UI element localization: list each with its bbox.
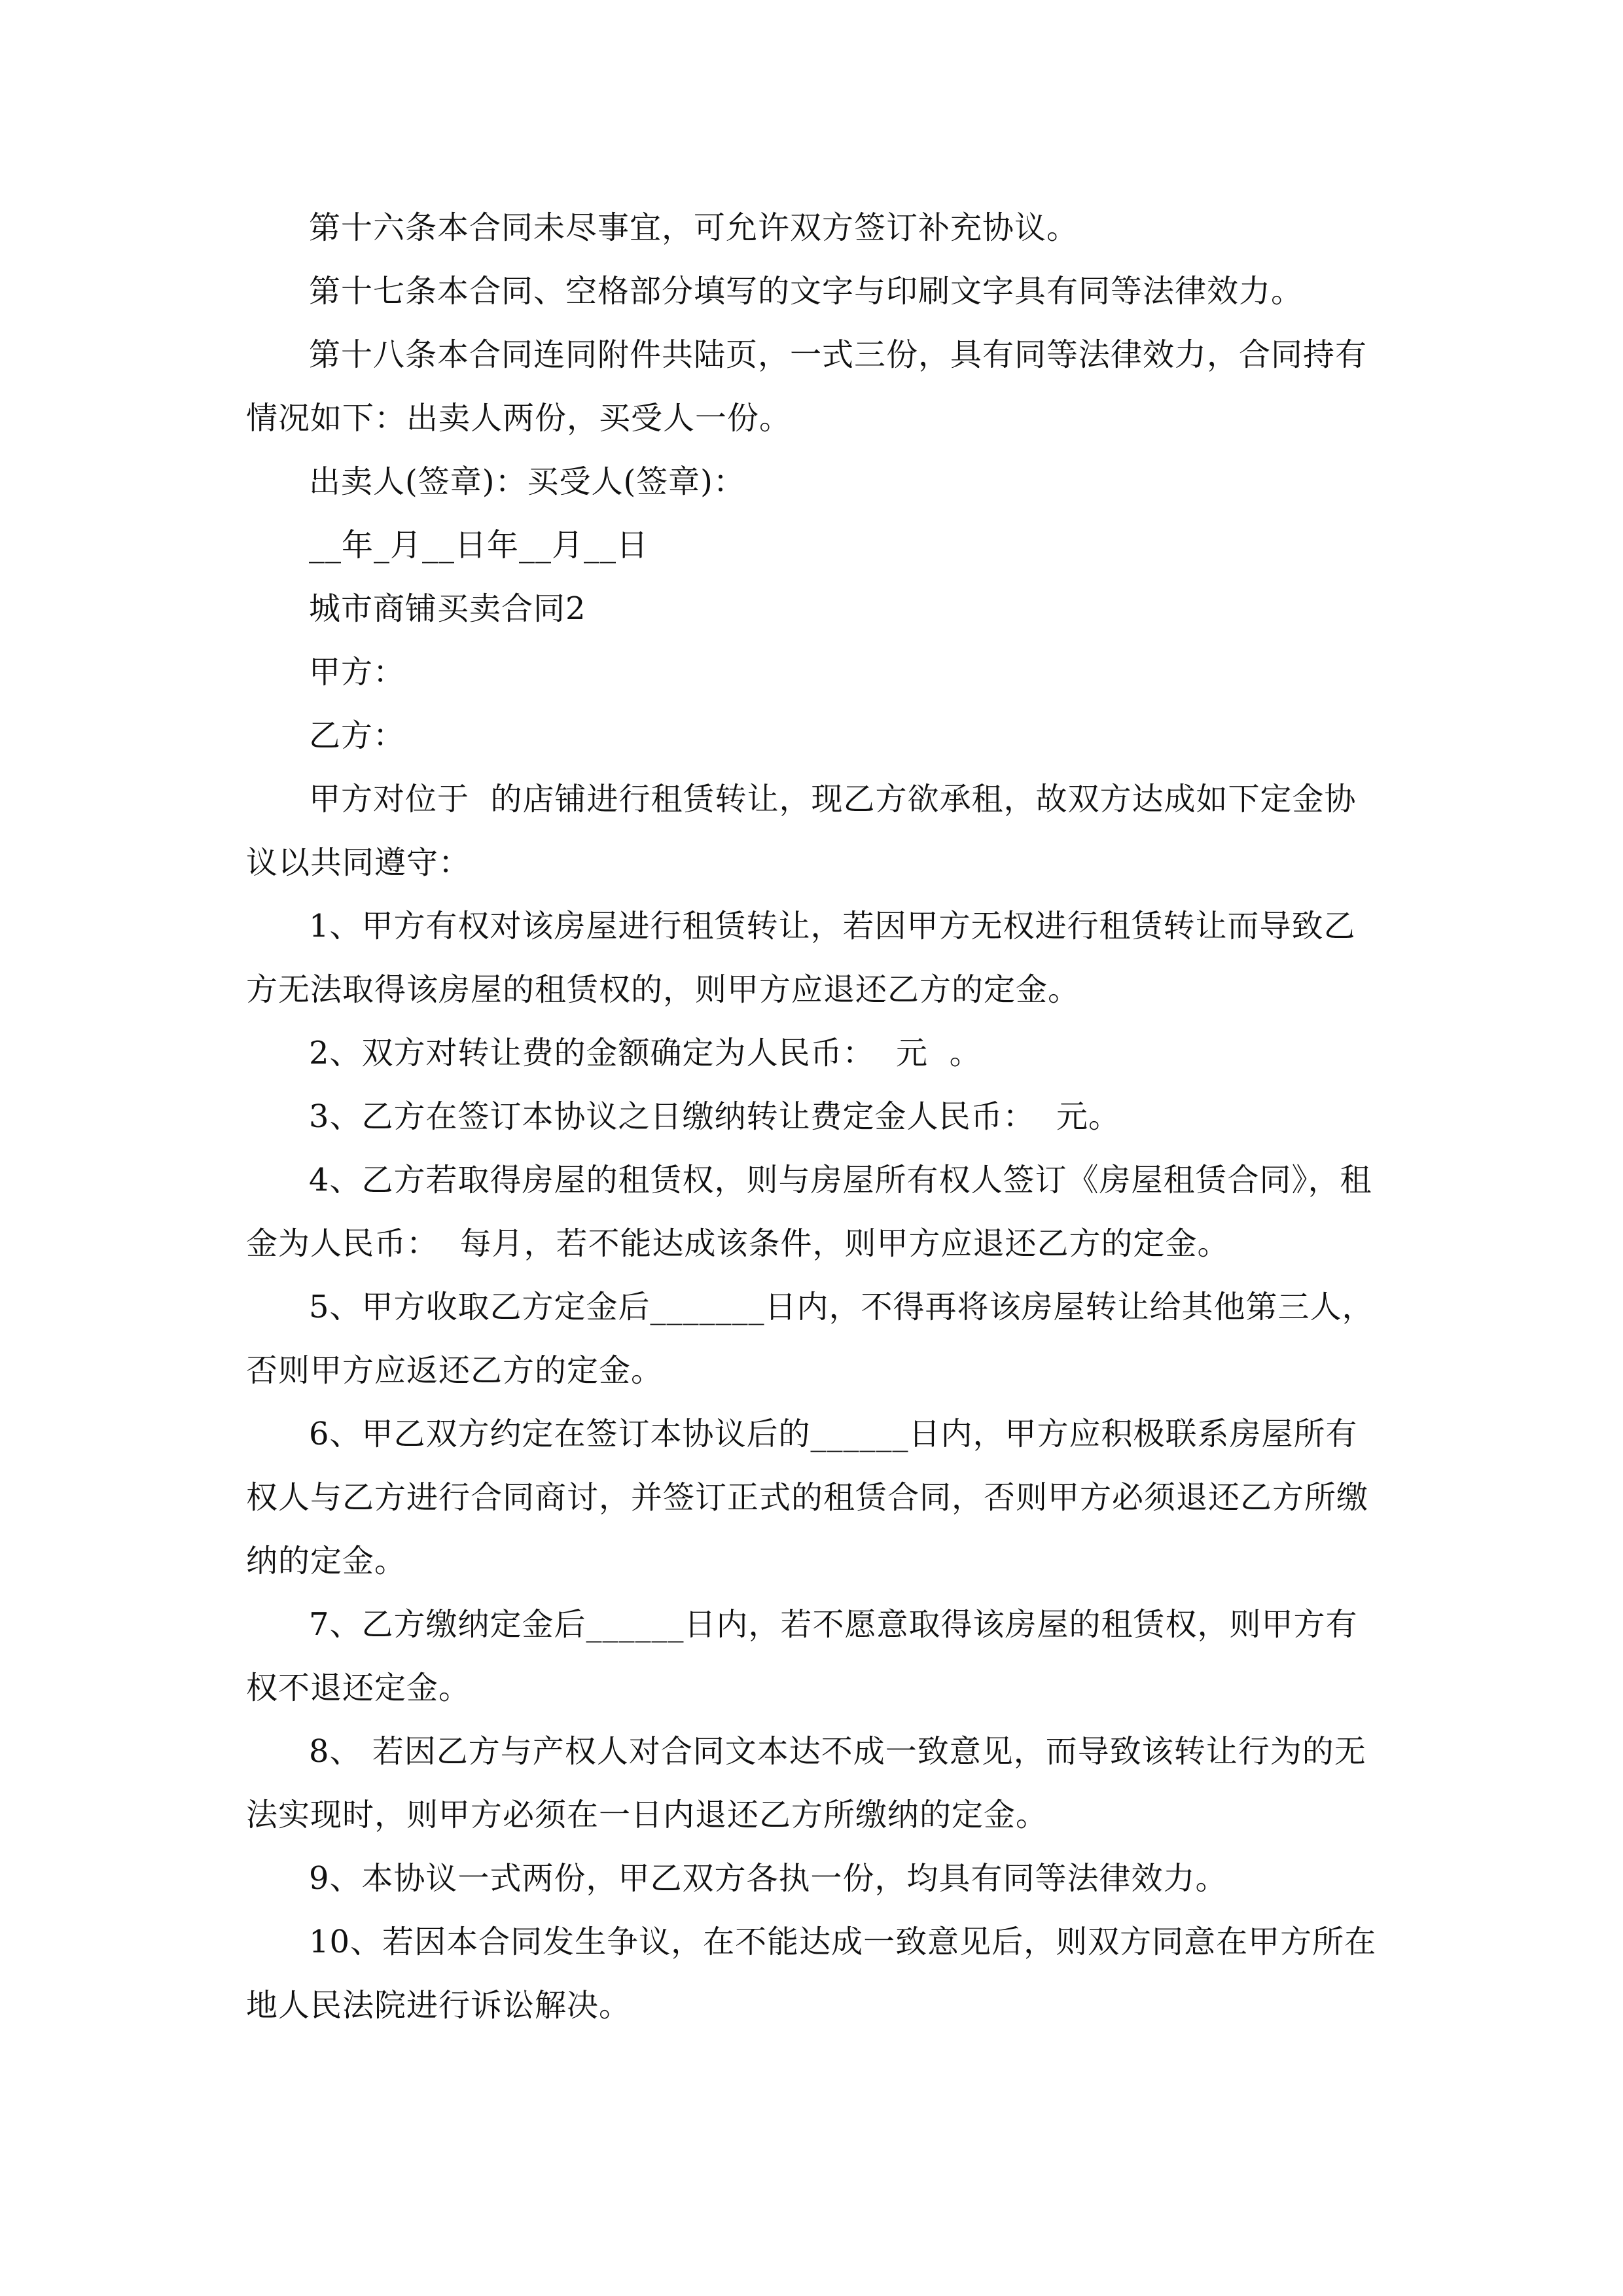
party-a: 甲方： bbox=[309, 654, 406, 691]
preamble-line-2: 议以共同遵守： bbox=[246, 844, 471, 881]
item-1-line-1: 1、甲方有权对该房屋进行租赁转让，若因甲方无权进行租赁转让而导致乙 bbox=[309, 908, 1356, 944]
item-8-line-1: 8、 若因乙方与产权人对合同文本达不成一致意见，而导致该转让行为的无 bbox=[309, 1733, 1366, 1770]
item-3: 3、乙方在签订本协议之日缴纳转让费定金人民币： 元。 bbox=[309, 1098, 1121, 1135]
item-10-line-1: 10、若因本合同发生争议，在不能达成一致意见后，则双方同意在甲方所在 bbox=[309, 1924, 1377, 1960]
preamble-line-1: 甲方对位于 的店铺进行租赁转让，现乙方欲承租，故双方达成如下定金协 bbox=[309, 781, 1357, 817]
party-b: 乙方： bbox=[309, 717, 406, 754]
item-2: 2、双方对转让费的金额确定为人民币： 元 。 bbox=[309, 1035, 982, 1071]
item-4-line-2: 金为人民币： 每月，若不能达成该条件，则甲方应退还乙方的定金。 bbox=[246, 1225, 1230, 1262]
item-6-line-2: 权人与乙方进行合同商讨，并签订正式的租赁合同，否则甲方必须退还乙方所缴 bbox=[246, 1479, 1369, 1516]
item-5-line-1: 5、甲方收取乙方定金后_______日内，不得再将该房屋转让给其他第三人， bbox=[309, 1289, 1374, 1325]
clause-18-line-1: 第十八条本合同连同附件共陆页，一式三份，具有同等法律效力，合同持有 bbox=[309, 336, 1368, 373]
item-4-line-1: 4、乙方若取得房屋的租赁权，则与房屋所有权人签订《房屋租赁合同》，租 bbox=[309, 1162, 1372, 1198]
item-7-line-2: 权不退还定金。 bbox=[246, 1670, 471, 1706]
item-9: 9、本协议一式两份，甲乙双方各执一份，均具有同等法律效力。 bbox=[309, 1860, 1228, 1897]
item-6-line-3: 纳的定金。 bbox=[246, 1543, 407, 1579]
signature-line: 出卖人(签章)：买受人(签章)： bbox=[309, 463, 745, 500]
item-1-line-2: 方无法取得该房屋的租赁权的，则甲方应退还乙方的定金。 bbox=[246, 971, 1080, 1008]
clause-18-line-2: 情况如下：出卖人两份，买受人一份。 bbox=[246, 400, 792, 437]
contract-title: 城市商铺买卖合同2 bbox=[309, 590, 586, 627]
item-7-line-1: 7、乙方缴纳定金后______日内，若不愿意取得该房屋的租赁权，则甲方有 bbox=[309, 1606, 1358, 1643]
date-line: __年_月__日年__月__日 bbox=[309, 527, 649, 564]
item-10-line-2: 地人民法院进行诉讼解决。 bbox=[246, 1987, 632, 2024]
item-8-line-2: 法实现时，则甲方必须在一日内退还乙方所缴纳的定金。 bbox=[246, 1797, 1048, 1833]
clause-17: 第十七条本合同、空格部分填写的文字与印刷文字具有同等法律效力。 bbox=[309, 273, 1304, 310]
item-5-line-2: 否则甲方应返还乙方的定金。 bbox=[246, 1352, 664, 1389]
clause-16: 第十六条本合同未尽事宜，可允许双方签订补充协议。 bbox=[309, 209, 1079, 246]
document-body bbox=[246, 196, 1378, 2037]
item-6-line-1: 6、甲乙双方约定在签订本协议后的______日内，甲方应积极联系房屋所有 bbox=[309, 1416, 1358, 1452]
